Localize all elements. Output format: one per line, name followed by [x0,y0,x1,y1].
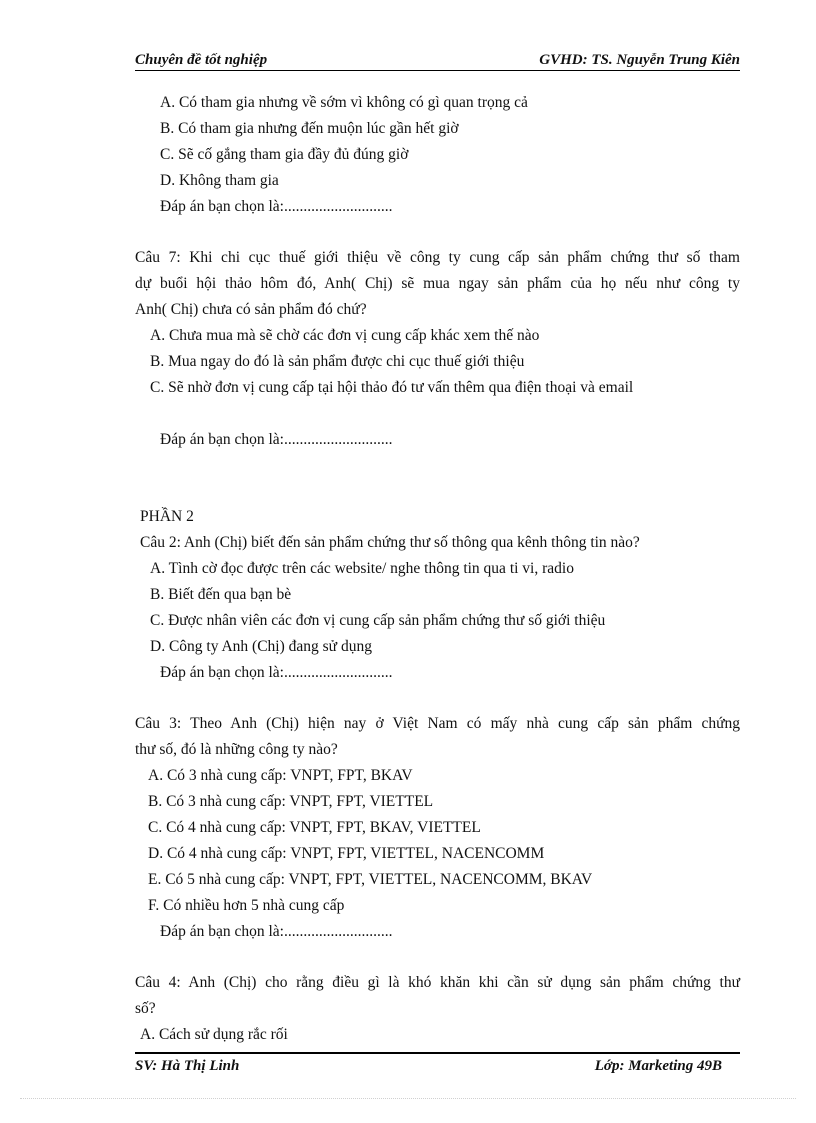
option-b: B. Có tham gia nhưng đến muộn lúc gần hết giờ [160,120,459,137]
question-7-line-3: Anh( Chị) chưa có sản phẩm đó chứ? [135,301,367,318]
question-3-option-e: E. Có 5 nhà cung cấp: VNPT, FPT, VIETTEL, NACENCOMM, BKAV [148,871,593,888]
question-4-line-1: Câu 4: Anh (Chị) cho rằng điều gì là khó khăn khi cần sử dụng sản phẩm chứng thư [135,974,740,991]
question-2-option-a: A. Tình cờ đọc được trên các website/ nghe thông tin qua ti vi, radio [150,560,574,577]
question-3-option-b: B. Có 3 nhà cung cấp: VNPT, FPT, VIETTEL [148,793,434,810]
question-7-line-2: dự buổi hội thảo hôm đó, Anh( Chị) sẽ mua ngay sản phẩm của họ nếu như công ty [135,275,740,292]
question-3-line-2: thư số, đó là những công ty nào? [135,741,338,758]
footer-left: SV: Hà Thị Linh [135,1058,240,1074]
question-4-option-a: A. Cách sử dụng rắc rối [140,1026,288,1043]
question-2-option-b: B. Biết đến qua bạn bè [150,586,292,603]
page-edge-divider [20,1098,796,1099]
question-3-option-d: D. Có 4 nhà cung cấp: VNPT, FPT, VIETTEL, NACENCOMM [148,845,545,862]
question-2-answer: Đáp án bạn chọn là:............................ [160,664,393,681]
question-2-option-c: C. Được nhân viên các đơn vị cung cấp sản phẩm chứng thư số giới thiệu [150,612,606,629]
question-7-line-1: Câu 7: Khi chi cục thuế giới thiệu về công ty cung cấp sản phẩm chứng thư số tham [135,249,740,266]
question-3-answer: Đáp án bạn chọn là:............................ [160,923,393,940]
question-7-option-a: A. Chưa mua mà sẽ chờ các đơn vị cung cấp khác xem thế nào [150,327,540,344]
option-a: A. Có tham gia nhưng về sớm vì không có gì quan trọng cả [160,94,528,111]
header-left: Chuyên đề tốt nghiệp [135,52,268,68]
question-3-line-1: Câu 3: Theo Anh (Chị) hiện nay ở Việt Nam có mấy nhà cung cấp sản phẩm chứng [135,715,740,732]
question-7-answer: Đáp án bạn chọn là:............................ [160,431,393,448]
question-7-option-b: B. Mua ngay do đó là sản phẩm được chi cục thuế giới thiệu [150,353,525,370]
question-4-line-2: số? [135,1000,156,1017]
question-3-option-a: A. Có 3 nhà cung cấp: VNPT, FPT, BKAV [148,767,413,784]
question-2-option-d: D. Công ty Anh (Chị) đang sử dụng [150,638,372,655]
page-footer [135,1052,740,1076]
answer-line: Đáp án bạn chọn là:............................ [160,198,393,215]
footer-right: Lớp: Marketing 49B [594,1058,722,1074]
question-3-option-c: C. Có 4 nhà cung cấp: VNPT, FPT, BKAV, VIETTEL [148,819,481,836]
header-right: GVHD: TS. Nguyễn Trung Kiên [539,52,740,68]
question-3-option-f: F. Có nhiều hơn 5 nhà cung cấp [148,897,345,914]
section-title: PHẦN 2 [140,508,194,525]
page-header [135,50,740,71]
option-d: D. Không tham gia [160,172,279,189]
option-c: C. Sẽ cố gắng tham gia đầy đủ đúng giờ [160,146,409,163]
question-7-option-c: C. Sẽ nhờ đơn vị cung cấp tại hội thảo đó tư vấn thêm qua điện thoại và email [150,379,634,396]
question-2: Câu 2: Anh (Chị) biết đến sản phẩm chứng thư số thông qua kênh thông tin nào? [140,534,640,551]
